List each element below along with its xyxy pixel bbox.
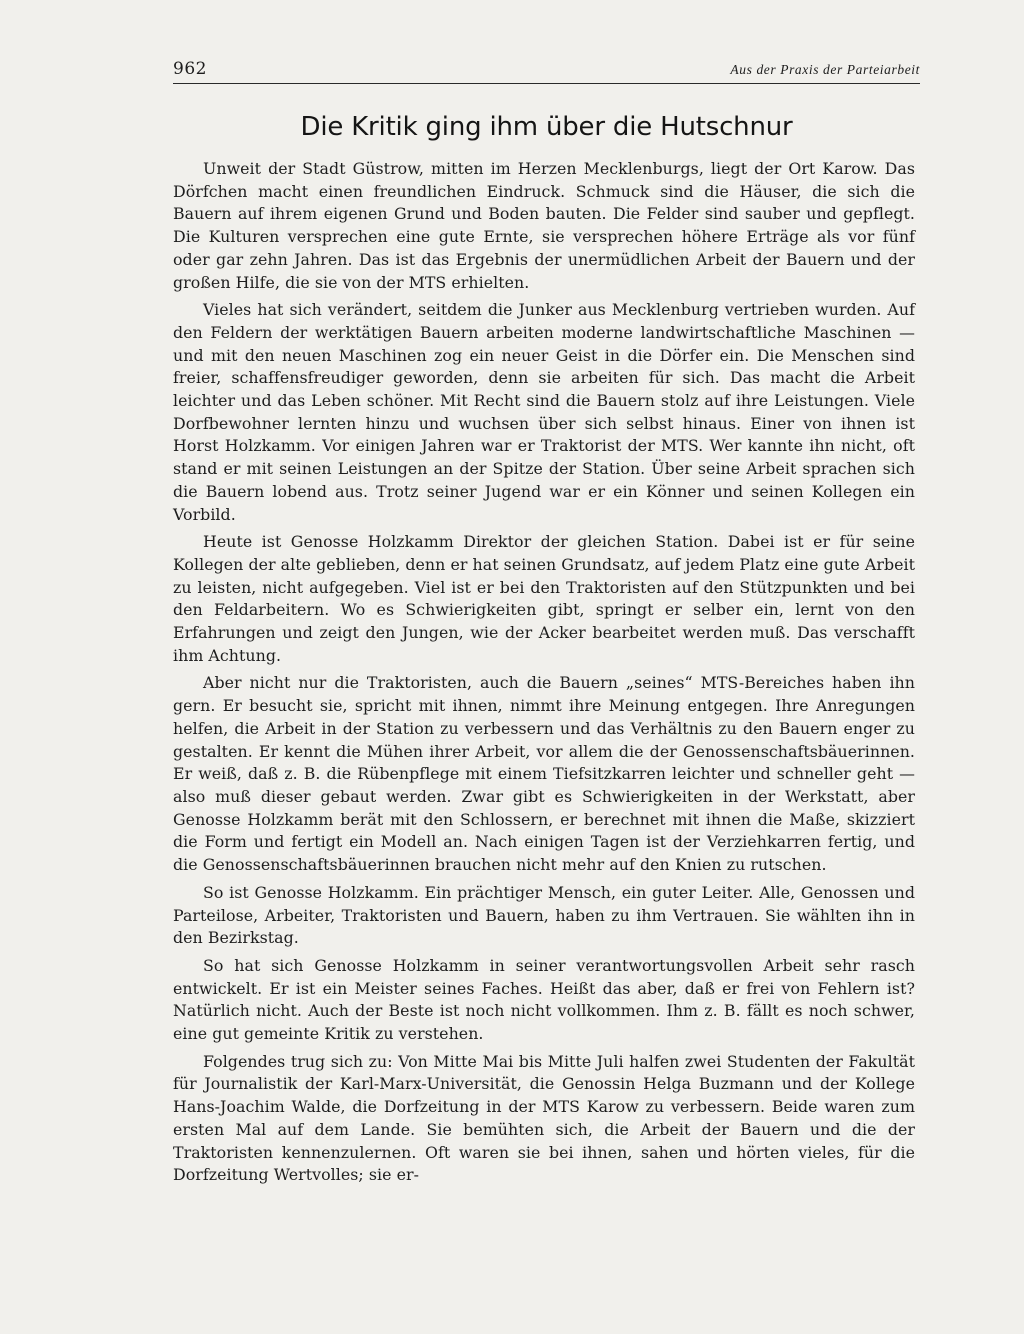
article-title: Die Kritik ging ihm über die Hutschnur bbox=[300, 112, 793, 142]
paragraph: Heute ist Genosse Holzkamm Direktor der gleichen Station. Dabei ist er für seine Kollegen der alte geblieben, denn er hat seinen Grundsatz, auf jedem Platz eine gute Arbeit zu leisten, nicht aufgegeben. Viel ist er bei den Traktoristen auf den Stützpunkten und bei den Feldarbeitern. Wo es Schwierigkeiten gibt, springt er selber ein, lernt von den Erfahrungen und zeigt den Jungen, wie der Acker bearbeitet werden muß. Das verschafft ihm Achtung. bbox=[173, 532, 916, 665]
article-body bbox=[173, 158, 915, 1192]
paragraph: So hat sich Genosse Holzkamm in seiner verantwortungsvollen Arbeit sehr rasch entwickelt. Er ist ein Meister seines Faches. Heißt das aber, daß er frei von Fehlern ist? Natürlich nicht. Auch der Beste ist noch nicht vollkommen. Ihm z. B. fällt es noch schwer, eine gut gemeinte Kritik zu verstehen. bbox=[173, 955, 915, 1044]
paragraph: Vieles hat sich verändert, seitdem die Junker aus Mecklenburg vertrieben wurden. Auf den Feldern der werktätigen Bauern arbeiten moderne landwirtschaftliche Maschinen — und mit den neuen Maschinen zog ein neuer Geist in die Dörfer ein. Die Menschen sind freier, schaffensfreudiger geworden, denn sie arbeiten für sich. Das macht die Arbeit leichter und das Leben schöner. Mit Recht sind die Bauern stolz auf ihre Leistungen. Viele Dorfbewohner lernten hinzu und wuchsen über sich selbst hinaus. Einer von ihnen ist Horst Holzkamm. Vor einigen Jahren war er Traktorist der MTS. Wer kannte ihn nicht, oft stand er mit seinen Leistungen an der Spitze der Station. Über seine Arbeit sprachen sich die Bauern lobend aus. Trotz seiner Jugend war er ein Könner und seinen Kollegen ein Vorbild. bbox=[173, 300, 915, 524]
paragraph: Unweit der Stadt Güstrow, mitten im Herzen Mecklenburgs, liegt der Ort Karow. Das Dörfchen macht einen freundlichen Eindruck. Schmuck sind die Häuser, die sich die Bauern auf ihrem eigenen Grund und Boden bauten. Die Felder sind sauber und gepflegt. Die Kulturen versprechen eine gute Ernte, sie versprechen höhere Erträge als vor fünf oder gar zehn Jahren. Das ist das Ergebnis der unermüdlichen Arbeit der Bauern und der großen Hilfe, die sie von der MTS erhielten. bbox=[173, 159, 915, 292]
paragraph: Folgendes trug sich zu: Von Mitte Mai bis Mitte Juli halfen zwei Studenten der Fakultät für Journalistik der Karl-Marx-Universität, die Genossin Helga Buzmann und der Kollege Hans-Joachim Walde, die Dorfzeitung in der MTS Karow zu verbessern. Beide waren zum ersten Mal auf dem Lande. Sie bemühten sich, die Arbeit der Bauern und die der Traktoristen kennenzulernen. Oft waren sie bei ihnen, sahen und hörten vieles, für die Dorfzeitung Wertvolles; sie er- bbox=[173, 1051, 915, 1185]
running-title: Aus der Praxis der Parteiarbeit bbox=[730, 62, 920, 77]
paragraph: Aber nicht nur die Traktoristen, auch die Bauern „seines“ MTS-Bereiches haben ihn gern. Er besucht sie, spricht mit ihnen, nimmt ihre Meinung entgegen. Ihre Anregungen helfen, die Arbeit in der Station zu verbessern und das Verhältnis zu den Bauern enger zu gestalten. Er kennt die Mühen ihrer Arbeit, vor allem die der Genossenschaftsbäuerinnen. Er weiß, daß z. B. die Rübenpflege mit einem Tiefsitzkarren leichter und schneller geht — also muß dieser gebaut werden. Zwar gibt es Schwierigkeiten in der Werkstatt, aber Genosse Holzkamm berät mit den Schlossern, er berechnet mit ihnen die Maße, skizziert die Form und fertigt ein Modell an. Nach einigen Tagen ist der Verziehkarren fertig, und die Genossenschaftsbäuerinnen brauchen nicht mehr auf den Knien zu rutschen. bbox=[173, 673, 915, 875]
paragraph: So ist Genosse Holzkamm. Ein prächtiger Mensch, ein guter Leiter. Alle, Genossen und Parteilose, Arbeiter, Traktoristen und Bauern, haben zu ihm Vertrauen. Sie wählten ihn in den Bezirkstag. bbox=[173, 882, 915, 948]
page-header bbox=[173, 55, 920, 85]
page-number: 962 bbox=[173, 59, 207, 79]
header-rule bbox=[173, 83, 920, 84]
